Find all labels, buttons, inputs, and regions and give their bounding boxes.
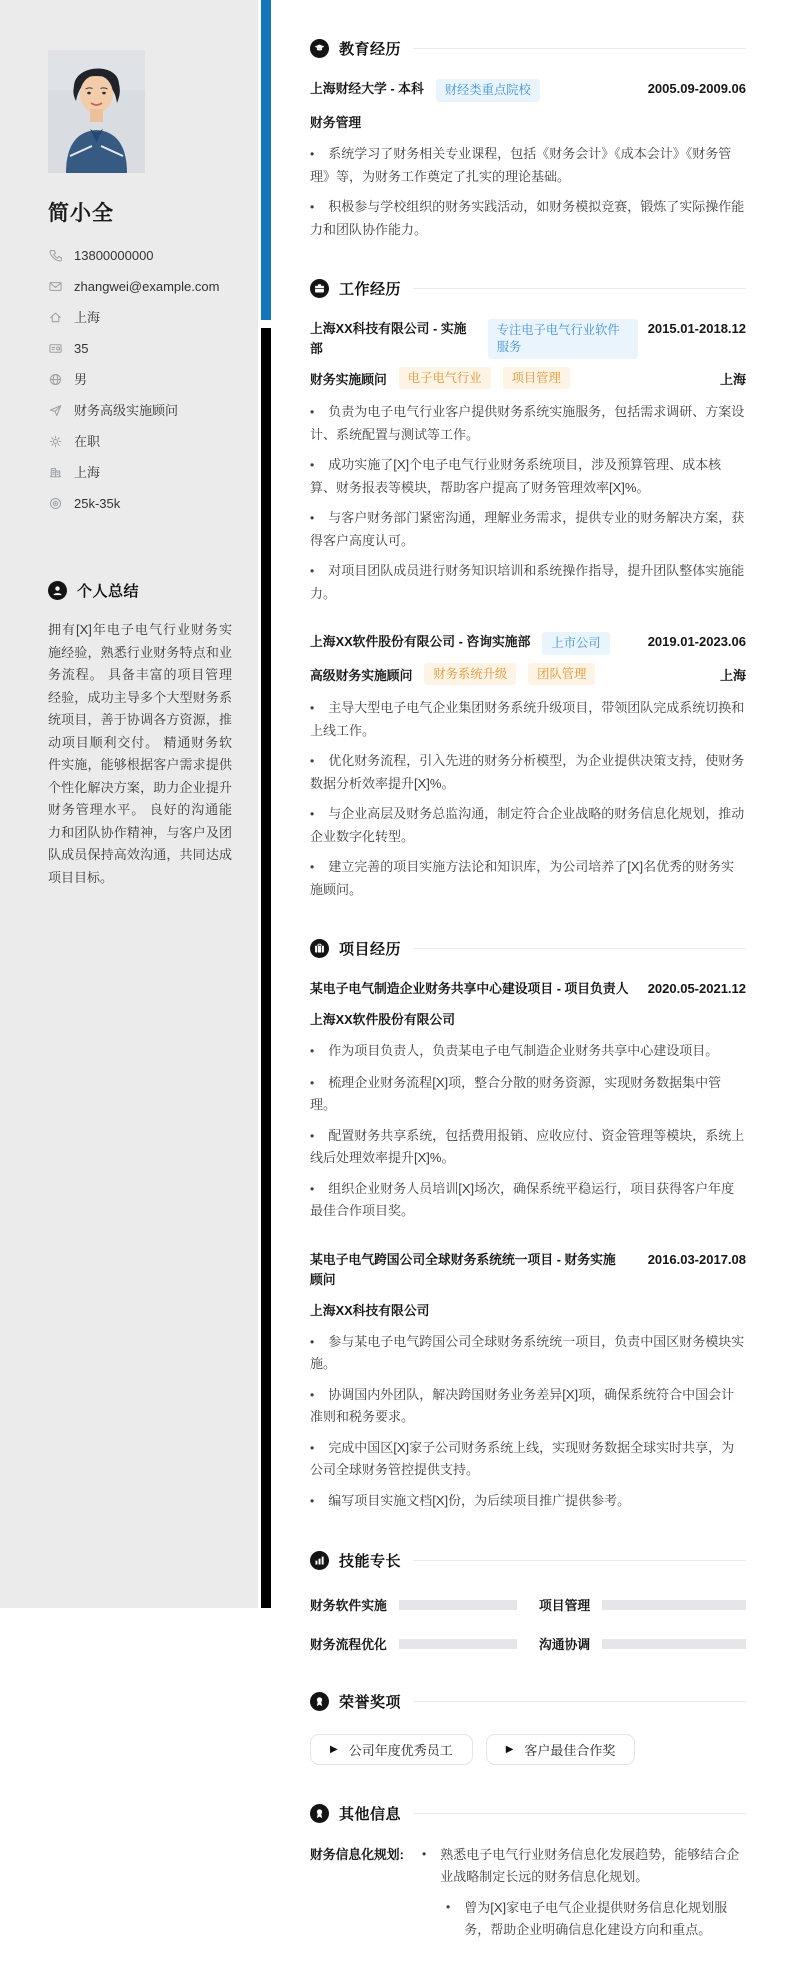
- skill-label: 沟通协调: [539, 1637, 591, 1652]
- other-info-bullets: [422, 1844, 746, 1940]
- bullet-item: • 对项目团队成员进行财务知识培训和系统操作指导，提升团队整体实施能力。: [310, 563, 745, 601]
- medal-icon: [310, 1692, 329, 1711]
- bullet-item: • 系统学习了财务相关专业课程，包括《财务会计》《成本会计》《财务管理》等，为财务工作奠定了扎实的理论基础。: [310, 146, 732, 184]
- education-bullets: [310, 143, 746, 240]
- bullet-dot: •: [310, 860, 315, 874]
- bullet-item: • 协调国内外团队，解决跨国财务业务差异[X]项，确保系统符合中国会计准则和税务要求。: [310, 1386, 735, 1424]
- projects-header: [310, 938, 746, 959]
- bullet-dot: •: [310, 458, 315, 472]
- work-title: 工作经历: [339, 281, 402, 298]
- school-name: 上海财经大学 - 本科: [310, 81, 424, 96]
- phone-icon: [48, 249, 62, 263]
- project-name: 某电子电气制造企业财务共享中心建设项目 - 项目负责人: [310, 981, 629, 996]
- summary-text: 拥有[X]年电子电气行业财务实施经验，熟悉行业财务特点和业务流程。 具备丰富的项目管理经验，成功主导多个大型财务系统项目，善于协调各方资源，推动项目顺利交付。 精通财务软件实施，能够根据客户需求提供个性化解决方案，助力企业提升财务管理水平。 良好的沟通能力和团队协作精神，与客户及团队成员保持高效沟通，共同达成项目目标。: [48, 622, 232, 885]
- bullet-dot: •: [310, 1128, 315, 1143]
- other-section: [310, 1803, 746, 1940]
- honor-chips: [310, 1734, 746, 1765]
- work-section: [310, 278, 746, 900]
- bullet-item: • 曾为[X]家电子电气企业提供财务信息化规划服务，帮助企业明确信息化建设方向和重点。: [446, 1897, 746, 1940]
- position-value: 财务高级实施顾问: [74, 403, 179, 418]
- school-badge: 财经类重点院校: [436, 79, 540, 102]
- company-badge: 上市公司: [542, 632, 609, 655]
- honors-section: [310, 1691, 746, 1765]
- skills-section: [310, 1550, 746, 1653]
- skill-row: [539, 1595, 746, 1614]
- briefcase-icon: [310, 279, 329, 298]
- contact-row-home: [48, 309, 230, 326]
- honor-chip-1[interactable]: [310, 1734, 473, 1765]
- profile-photo: [48, 50, 145, 173]
- header-rule: [413, 1813, 746, 1814]
- contact-row-salary: [48, 495, 230, 512]
- project-date: 2020.05-2021.12: [647, 981, 746, 996]
- bullet-dot: •: [310, 701, 315, 715]
- summary-title: 个人总结: [77, 583, 140, 600]
- header-rule: [413, 48, 746, 49]
- project-bullets: [310, 1331, 746, 1513]
- bullet-dot: •: [310, 1493, 315, 1508]
- contact-list: [48, 247, 230, 512]
- work-location: 上海: [719, 667, 746, 683]
- bullet-item: • 组织企业财务人员培训[X]场次，确保系统平稳运行，项目获得客户年度最佳合作项目奖。: [310, 1180, 735, 1218]
- work-date: 2015.01-2018.12: [647, 321, 746, 336]
- skill-label: 财务软件实施: [310, 1598, 387, 1613]
- bullet-dot: •: [446, 1900, 451, 1914]
- project-bullets: [310, 1040, 746, 1222]
- bullet-item: • 与企业高层及财务总监沟通，制定符合企业战略的财务信息化规划，推动企业数字化转型。: [310, 806, 745, 844]
- header-rule: [413, 1701, 746, 1702]
- company-badge: 专注电子电气行业软件服务: [488, 319, 638, 359]
- gender-value: 男: [74, 372, 88, 387]
- education-header: [310, 38, 746, 59]
- bullet-item: • 完成中国区[X]家子公司财务系统上线，实现财务数据全球实时共享，为公司全球财务管控提供支持。: [310, 1439, 735, 1477]
- skill-row: [539, 1634, 746, 1653]
- bullet-dot: •: [422, 1847, 427, 1861]
- bullet-dot: •: [310, 405, 315, 419]
- honor-label: 客户最佳合作奖: [524, 1743, 616, 1758]
- header-rule: [413, 288, 746, 289]
- age-icon: [48, 342, 62, 356]
- project-entry-2: [310, 1250, 746, 1513]
- honors-title: 荣誉奖项: [339, 1694, 402, 1711]
- age-value: 35: [74, 341, 89, 356]
- role-tag: 电子电气行业: [399, 367, 491, 389]
- contact-row-status: [48, 433, 230, 450]
- bullet-dot: •: [310, 1075, 315, 1090]
- skill-bar: [399, 1600, 517, 1610]
- bullet-item: • 参与某电子电气跨国公司全球财务系统统一项目，负责中国区财务模块实施。: [310, 1333, 745, 1371]
- bullet-dot: •: [310, 1440, 315, 1455]
- play-icon: ▶: [330, 1744, 338, 1755]
- email-icon: [48, 280, 62, 294]
- person-icon: [48, 581, 67, 600]
- honors-header: [310, 1691, 746, 1712]
- bullet-dot: •: [310, 1044, 315, 1058]
- bullet-item: • 配置财务共享系统，包括费用报销、应收应付、资金管理等模块，系统上线后处理效率提升[X]%。: [310, 1127, 745, 1165]
- header-rule: [413, 948, 746, 949]
- sidebar: [0, 0, 258, 1608]
- bar-chart-icon: [310, 1551, 329, 1570]
- role-tag: 项目管理: [503, 367, 570, 389]
- company-name: 上海XX科技有限公司 - 实施部: [310, 321, 467, 356]
- work-date: 2019.01-2023.06: [647, 634, 746, 649]
- graduation-cap-icon: [310, 39, 329, 58]
- major-name: 财务管理: [310, 115, 362, 130]
- education-date: 2005.09-2009.06: [647, 81, 746, 96]
- work-entry-1: [310, 319, 746, 604]
- bullet-dot: •: [310, 1334, 315, 1349]
- education-title: 教育经历: [339, 41, 402, 58]
- bullet-item: • 与客户财务部门紧密沟通，理解业务需求，提供专业的财务解决方案，获得客户高度认可。: [310, 510, 745, 548]
- skill-grid: [310, 1595, 746, 1653]
- ribbon-icon: [310, 1804, 329, 1823]
- skill-row: [310, 1595, 517, 1614]
- projects-section: [310, 938, 746, 1512]
- role-name: 财务实施顾问: [310, 371, 387, 387]
- skill-label: 财务流程优化: [310, 1637, 387, 1652]
- other-info-row: [310, 1844, 746, 1940]
- company-name: 上海XX软件股份有限公司 - 咨询实施部: [310, 634, 531, 649]
- bullet-item: • 建立完善的项目实施方法论和知识库，为公司培养了[X]名优秀的财务实施顾问。: [310, 859, 735, 897]
- work-entry-2: [310, 632, 746, 900]
- contact-row-phone: [48, 247, 230, 264]
- summary-header: [48, 580, 230, 601]
- status-value: 在职: [74, 434, 101, 449]
- candidate-name: 简小全: [48, 202, 114, 225]
- accent-bar-blue: [261, 0, 271, 320]
- salary-value: 25k-35k: [74, 496, 121, 511]
- work-header: [310, 278, 746, 299]
- education-section: [310, 38, 746, 240]
- contact-row-position: [48, 402, 230, 419]
- gender-icon: [48, 373, 62, 387]
- projects-title: 项目经历: [339, 941, 402, 958]
- contact-row-company-city: [48, 464, 230, 481]
- bullet-item: • 成功实施了[X]个电子电气行业财务系统项目，涉及预算管理、成本核算、财务报表等模块，帮助客户提高了财务管理效率[X]%。: [310, 457, 722, 495]
- home-city-value: 上海: [74, 310, 101, 325]
- contact-row-gender: [48, 371, 230, 388]
- skills-header: [310, 1550, 746, 1571]
- status-icon: [48, 435, 62, 449]
- project-case-icon: [310, 939, 329, 958]
- bullet-dot: •: [310, 147, 315, 161]
- position-icon: [48, 404, 62, 418]
- project-entry-1: [310, 979, 746, 1222]
- salary-icon: [48, 497, 62, 511]
- skill-row: [310, 1634, 517, 1653]
- resume-main: [310, 38, 746, 1978]
- accent-bar-black: [261, 328, 271, 1608]
- bullet-dot: •: [310, 807, 315, 821]
- bullet-dot: •: [310, 564, 315, 578]
- phone-value: 13800000000: [74, 248, 154, 263]
- contact-row-age: [48, 340, 230, 357]
- bullet-item: • 梳理企业财务流程[X]项，整合分散的财务资源，实现财务数据集中管理。: [310, 1074, 722, 1112]
- skill-bar: [399, 1639, 517, 1649]
- project-name: 某电子电气跨国公司全球财务系统统一项目 - 财务实施顾问: [310, 1251, 616, 1287]
- role-tag: 财务系统升级: [424, 663, 516, 685]
- bullet-dot: •: [310, 200, 315, 214]
- work-bullets: [310, 401, 746, 604]
- skills-title: 技能专长: [339, 1553, 402, 1570]
- project-company: 上海XX软件股份有限公司: [310, 1012, 456, 1027]
- other-header: [310, 1803, 746, 1824]
- play-icon: ▶: [505, 1744, 514, 1755]
- bullet-item: • 作为项目负责人，负责某电子电气制造企业财务共享中心建设项目。: [310, 1043, 719, 1058]
- skill-label: 项目管理: [539, 1598, 591, 1613]
- work-bullets: [310, 697, 746, 900]
- work-location: 上海: [719, 371, 746, 387]
- project-company: 上海XX科技有限公司: [310, 1302, 430, 1318]
- home-icon: [48, 311, 62, 325]
- bullet-item: • 熟悉电子电气行业财务信息化发展趋势，能够结合企业战略制定长远的财务信息化规划。: [422, 1844, 746, 1887]
- bullet-item: • 负责为电子电气行业客户提供财务系统实施服务，包括需求调研、方案设计、系统配置与测试等工作。: [310, 404, 745, 442]
- bullet-item: • 编写项目实施文档[X]份，为后续项目推广提供参考。: [310, 1492, 631, 1508]
- honor-chip-2[interactable]: [486, 1734, 636, 1765]
- bullet-item: • 主导大型电子电气企业集团财务系统升级项目，带领团队完成系统切换和上线工作。: [310, 700, 745, 738]
- bullet-dot: •: [310, 511, 315, 525]
- bullet-item: • 积极参与学校组织的财务实践活动，如财务模拟竞赛，锻炼了实际操作能力和团队协作能力。: [310, 199, 745, 237]
- bullet-item: • 优化财务流程，引入先进的财务分析模型，为企业提供决策支持，使财务数据分析效率提升[X]%。: [310, 753, 745, 791]
- bullet-dot: •: [310, 1387, 315, 1402]
- other-info-label: 财务信息化规划:: [310, 1847, 404, 1862]
- bullet-dot: •: [310, 754, 315, 768]
- bullet-dot: •: [310, 1181, 315, 1196]
- contact-row-email: [48, 278, 230, 295]
- company-city-value: 上海: [74, 465, 101, 480]
- honor-label: 公司年度优秀员工: [348, 1743, 453, 1758]
- other-title: 其他信息: [339, 1806, 402, 1823]
- skill-bar: [602, 1600, 746, 1610]
- education-entry: [310, 79, 746, 240]
- email-value: zhangwei@example.com: [74, 279, 220, 294]
- summary-section: [48, 580, 230, 889]
- company-icon: [48, 466, 62, 480]
- header-rule: [413, 1560, 746, 1561]
- role-tag: 团队管理: [528, 663, 595, 685]
- portrait-illustration: [48, 50, 145, 173]
- role-name: 高级财务实施顾问: [310, 667, 413, 683]
- project-date: 2016.03-2017.08: [647, 1251, 746, 1267]
- skill-bar: [602, 1639, 746, 1649]
